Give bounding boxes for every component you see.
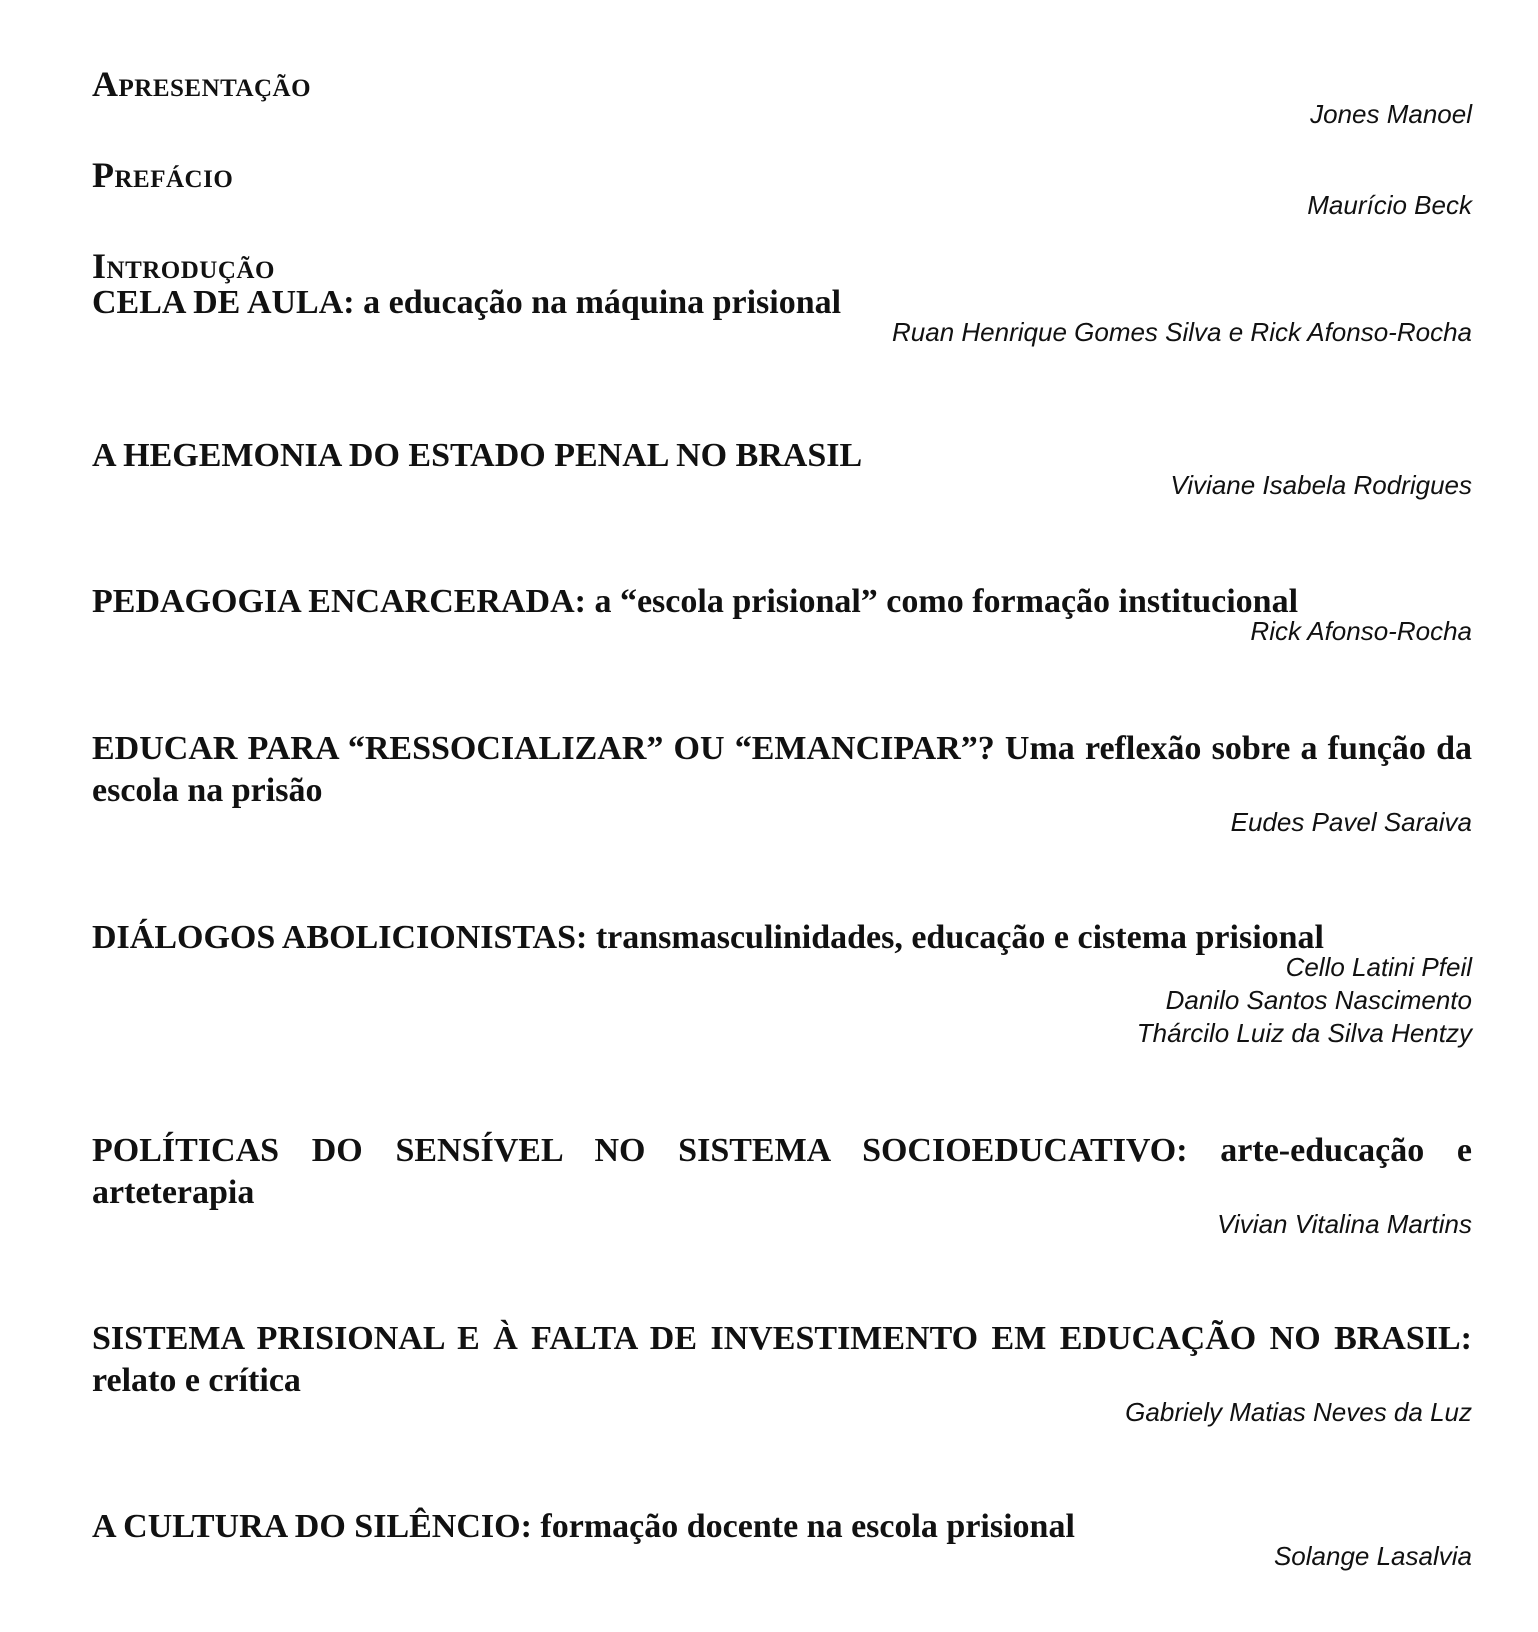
toc-entry-chapter-5[interactable]: [92, 1130, 1472, 1241]
chapter-title-rest: a “escola prisional” como formação institucional: [585, 583, 1299, 620]
section-heading: Introdução: [92, 246, 275, 286]
author-name: Rick Afonso-Rocha: [1250, 616, 1472, 646]
toc-entry-chapter-6[interactable]: [92, 1318, 1472, 1429]
toc-entry-chapter-1[interactable]: [92, 435, 1472, 502]
toc-entry-chapter-3[interactable]: [92, 728, 1472, 839]
author-name: Solange Lasalvia: [1273, 1541, 1472, 1571]
author-name: Eudes Pavel Saraiva: [1230, 807, 1472, 837]
chapter-title-main: A HEGEMONIA DO ESTADO PENAL NO BRASIL: [92, 437, 863, 474]
author-name: Viviane Isabela Rodrigues: [1170, 470, 1472, 500]
author-name: Maurício Beck: [1307, 190, 1472, 220]
toc-entry-chapter-4[interactable]: [92, 917, 1472, 1050]
toc-entry-chapter-2[interactable]: [92, 581, 1472, 648]
toc-entry-apresentacao[interactable]: [92, 64, 1472, 131]
author-name: Jones Manoel: [1310, 99, 1472, 129]
author-name: Vivian Vitalina Martins: [1217, 1209, 1472, 1239]
chapter-title: [92, 728, 1472, 812]
chapter-title: [92, 1318, 1472, 1402]
author-name: Danilo Santos Nascimento: [1165, 985, 1472, 1015]
author-block: [92, 189, 1472, 222]
chapter-title-main: CELA DE AULA:: [92, 284, 355, 321]
chapter-title-main: DIÁLOGOS ABOLICIONISTAS:: [92, 919, 588, 956]
author-block: [92, 1208, 1472, 1241]
section-heading: Prefácio: [92, 155, 234, 195]
chapter-title-rest: relato e crítica: [92, 1362, 301, 1399]
toc-entry-chapter-7[interactable]: [92, 1506, 1472, 1573]
chapter-title-rest: formação docente na escola prisional: [531, 1508, 1075, 1545]
author-name: Thárcilo Luiz da Silva Hentzy: [1136, 1018, 1472, 1048]
author-name: Cello Latini Pfeil: [1285, 952, 1472, 982]
chapter-title-main: A CULTURA DO SILÊNCIO:: [92, 1508, 532, 1545]
chapter-title-rest: Uma reflexão sobre a função da escola na prisão: [92, 730, 1472, 809]
chapter-title-rest: transmasculinidades, educação e cistema prisional: [587, 919, 1325, 956]
chapter-title-main: POLÍTICAS DO SENSÍVEL NO SISTEMA SOCIOEDUCATIVO:: [92, 1132, 1188, 1169]
toc-entry-prefacio[interactable]: [92, 155, 1472, 222]
toc-entry-introducao[interactable]: [92, 246, 1472, 349]
section-heading: Apresentação: [92, 64, 312, 104]
chapter-title: [92, 1130, 1472, 1214]
author-block: [92, 951, 1472, 1050]
chapter-title-main: PEDAGOGIA ENCARCERADA:: [92, 583, 586, 620]
chapter-title-main: SISTEMA PRISIONAL E À FALTA DE INVESTIMENTO EM EDUCAÇÃO NO BRASIL:: [92, 1320, 1472, 1357]
chapter-title-rest: arte-educação e arteterapia: [92, 1132, 1472, 1211]
chapter-title-main: EDUCAR PARA “RESSOCIALIZAR” OU “EMANCIPAR”?: [92, 730, 995, 767]
author-name: Ruan Henrique Gomes Silva e Rick Afonso-Rocha: [892, 317, 1472, 347]
chapter-title-rest: a educação na máquina prisional: [354, 284, 842, 321]
author-name: Gabriely Matias Neves da Luz: [1125, 1397, 1472, 1427]
chapter-title: [92, 917, 1472, 959]
